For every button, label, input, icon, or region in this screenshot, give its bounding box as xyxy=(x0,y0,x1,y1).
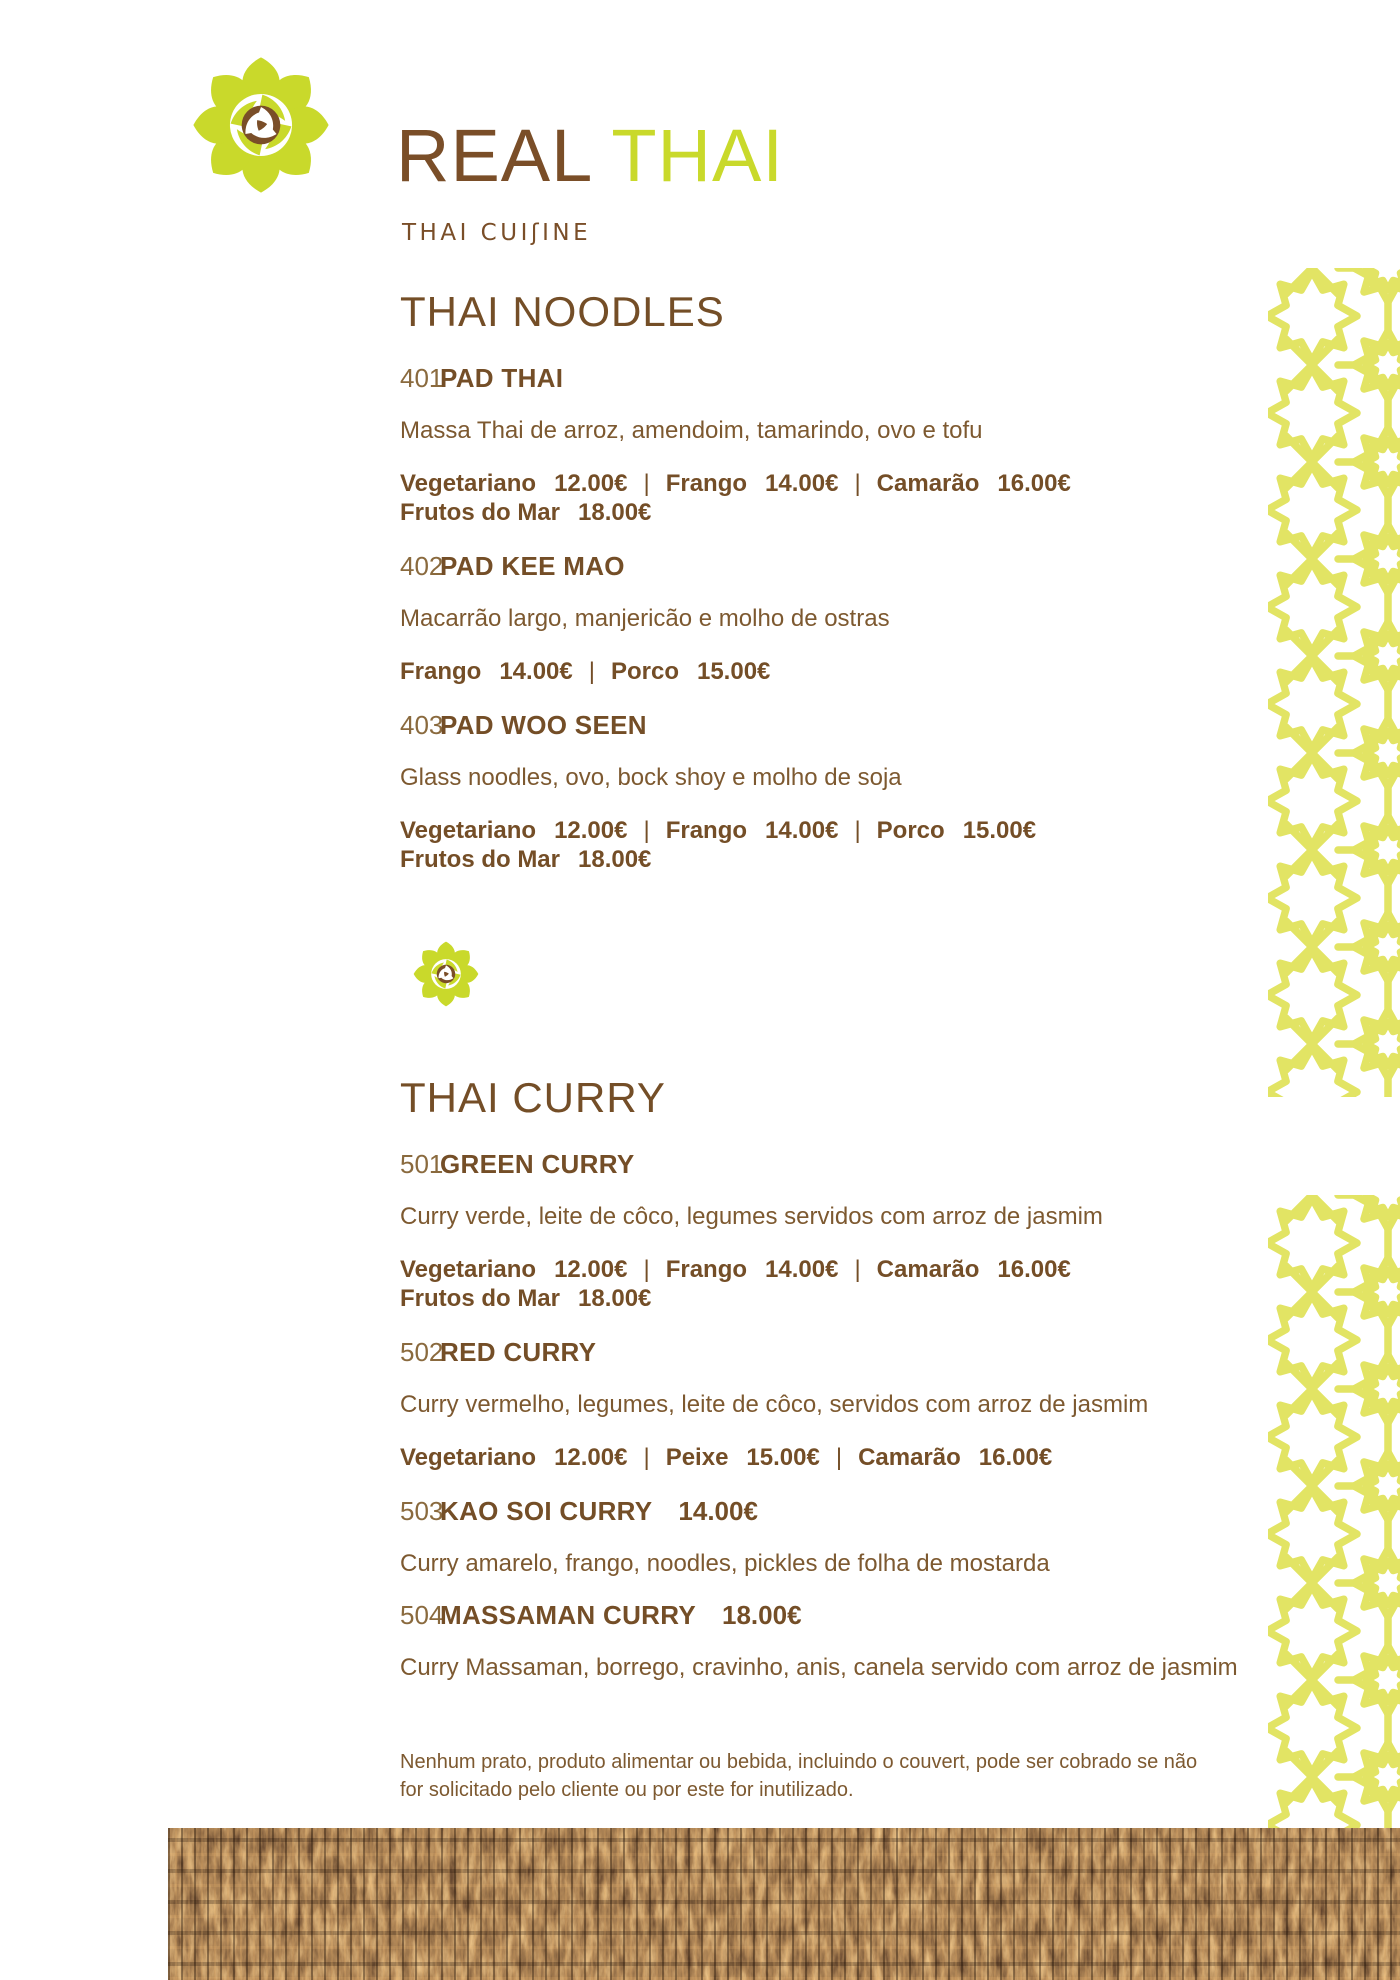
variant-label: Frango xyxy=(400,658,482,685)
variant-separator: | xyxy=(835,1444,843,1471)
item-name: RED CURRY xyxy=(440,1337,597,1367)
variant-label: Camarão xyxy=(858,1444,961,1471)
item-number: 402 xyxy=(400,551,444,581)
menu-item xyxy=(400,1339,1240,1472)
variant-price: 14.00€ xyxy=(765,1256,839,1283)
footer-disclaimer-line-2: for solicitado pelo cliente ou por este for inutilizado. xyxy=(400,1779,854,1801)
variant xyxy=(877,470,1071,497)
bamboo-texture xyxy=(168,1828,1400,1980)
brand-name-thai: THAI xyxy=(611,114,784,197)
variant xyxy=(666,470,839,497)
variant-label: Vegetariano xyxy=(400,470,537,497)
item-description: Curry vermelho, legumes, leite de côco, servidos com arroz de jasmim xyxy=(400,1391,1149,1418)
item-description: Massa Thai de arroz, amendoim, tamarindo, ovo e tofu xyxy=(400,417,983,444)
variant-label: Vegetariano xyxy=(400,1256,537,1283)
item-name: PAD THAI xyxy=(440,363,564,393)
variant xyxy=(400,846,651,873)
variant xyxy=(400,1285,651,1312)
variant-separator: | xyxy=(854,1256,861,1283)
variant-price: 14.00€ xyxy=(765,470,839,497)
menu-item xyxy=(400,1498,1240,1577)
item-variants xyxy=(400,1443,1240,1472)
variant-label: Frutos do Mar xyxy=(400,846,560,873)
variant-price: 12.00€ xyxy=(554,1256,628,1283)
section-title: THAI CURRY xyxy=(400,1074,666,1121)
variant-price: 15.00€ xyxy=(746,1444,820,1471)
variant-price: 16.00€ xyxy=(997,470,1071,497)
section-items xyxy=(400,365,1240,874)
variant xyxy=(400,499,651,526)
item-description: Curry Massaman, borrego, cravinho, anis, canela servido com arroz de jasmim xyxy=(400,1654,1238,1681)
variant-separator: | xyxy=(643,817,650,844)
variant-label: Vegetariano xyxy=(400,1444,537,1471)
item-variants xyxy=(400,657,1240,686)
variant-price: 12.00€ xyxy=(554,817,628,844)
variant-price-line xyxy=(400,845,1240,874)
item-number: 503 xyxy=(400,1496,444,1526)
menu-item xyxy=(400,553,1240,686)
variant-price: 16.00€ xyxy=(997,1256,1071,1283)
variant xyxy=(877,817,1036,844)
variant-label: Frango xyxy=(665,1256,748,1283)
star-lattice-pattern-top xyxy=(1268,268,1400,1097)
item-name: KAO SOI CURRY xyxy=(440,1496,653,1526)
variant-price-line xyxy=(400,469,1240,498)
variant xyxy=(400,1444,627,1471)
variant xyxy=(666,817,839,844)
variant-price: 15.00€ xyxy=(962,817,1037,844)
variant-separator: | xyxy=(854,470,861,497)
item-header xyxy=(400,1339,1240,1366)
item-header xyxy=(400,553,1240,580)
item-name: PAD KEE MAO xyxy=(440,551,625,581)
star-lattice-pattern-bottom xyxy=(1268,1195,1400,1828)
variant-label: Frango xyxy=(665,470,748,497)
variant-price: 18.00€ xyxy=(578,499,652,526)
variant xyxy=(666,1256,839,1283)
lotus-flower-icon xyxy=(186,56,336,194)
variant xyxy=(400,817,627,844)
section-divider-flower-icon xyxy=(413,936,479,1012)
variant xyxy=(666,1444,820,1471)
variant-price-line xyxy=(400,1443,1240,1472)
item-variants xyxy=(400,1255,1240,1313)
item-description: Macarrão largo, manjericão e molho de ostras xyxy=(400,605,890,632)
bamboo-photo xyxy=(168,1828,1400,1980)
variant-price-line xyxy=(400,657,1240,686)
variant-separator: | xyxy=(854,817,861,844)
item-number: 502 xyxy=(400,1337,444,1367)
variant-label: Camarão xyxy=(876,1256,980,1283)
section-items xyxy=(400,1151,1240,1681)
variant-label: Porco xyxy=(610,658,679,685)
brand-name-real: REAL xyxy=(396,114,594,197)
item-header xyxy=(400,365,1240,392)
brand-logo xyxy=(186,56,336,199)
variant xyxy=(400,658,573,685)
variant-price-line xyxy=(400,498,1240,527)
variant-label: Peixe xyxy=(665,1444,729,1471)
variant-label: Frutos do Mar xyxy=(400,1285,560,1312)
variant-separator: | xyxy=(643,1444,650,1471)
item-description: Curry verde, leite de côco, legumes servidos com arroz de jasmim xyxy=(400,1203,1103,1230)
menu-content xyxy=(400,288,1240,1706)
variant-price: 18.00€ xyxy=(578,846,652,873)
menu-section xyxy=(400,288,1240,874)
item-price: 14.00€ xyxy=(678,1496,758,1526)
menu-item xyxy=(400,1151,1240,1313)
variant-label: Frango xyxy=(665,817,748,844)
item-header xyxy=(400,1151,1240,1178)
item-variants xyxy=(400,469,1240,527)
item-variants xyxy=(400,816,1240,874)
variant xyxy=(400,1256,627,1283)
menu-item xyxy=(400,712,1240,874)
variant-label: Vegetariano xyxy=(400,817,537,844)
item-name: GREEN CURRY xyxy=(440,1149,635,1179)
variant-label: Frutos do Mar xyxy=(400,499,560,526)
brand-tagline: THAI CUIʃINE xyxy=(402,220,592,246)
footer-disclaimer-line-1: Nenhum prato, produto alimentar ou bebida, incluindo o couvert, pode ser cobrado se não xyxy=(400,1751,1198,1773)
item-description: Curry amarelo, frango, noodles, pickles de folha de mostarda xyxy=(400,1550,1050,1577)
item-number: 501 xyxy=(400,1149,444,1179)
variant-price: 15.00€ xyxy=(696,658,771,685)
variant-price: 16.00€ xyxy=(978,1444,1053,1471)
item-header xyxy=(400,712,1240,739)
variant-price: 18.00€ xyxy=(578,1285,652,1312)
brand-wordmark xyxy=(396,116,784,196)
menu-item xyxy=(400,365,1240,527)
item-number: 504 xyxy=(400,1600,444,1630)
item-description: Glass noodles, ovo, bock shoy e molho de soja xyxy=(400,764,902,791)
variant xyxy=(858,1444,1052,1471)
menu-section xyxy=(400,1074,1240,1681)
item-price: 18.00€ xyxy=(722,1600,802,1630)
variant-price-line xyxy=(400,1255,1240,1284)
variant-price: 14.00€ xyxy=(765,817,839,844)
item-name: PAD WOO SEEN xyxy=(440,710,647,740)
variant-label: Porco xyxy=(876,817,945,844)
item-header xyxy=(400,1602,1240,1629)
variant-separator: | xyxy=(643,1256,650,1283)
variant-separator: | xyxy=(643,470,650,497)
item-name: MASSAMAN CURRY xyxy=(440,1600,697,1630)
variant-separator: | xyxy=(588,658,595,685)
section-title: THAI NOODLES xyxy=(400,288,725,335)
variant-label: Camarão xyxy=(876,470,980,497)
variant-price: 12.00€ xyxy=(554,470,628,497)
variant xyxy=(877,1256,1071,1283)
menu-item xyxy=(400,1602,1240,1681)
footer-disclaimer xyxy=(400,1748,1197,1804)
variant-price: 12.00€ xyxy=(554,1444,628,1471)
variant-price: 14.00€ xyxy=(499,658,573,685)
item-number: 403 xyxy=(400,710,444,740)
variant xyxy=(400,470,627,497)
item-number: 401 xyxy=(400,363,444,393)
variant-price-line xyxy=(400,816,1240,845)
variant-price-line xyxy=(400,1284,1240,1313)
item-header xyxy=(400,1498,1240,1525)
variant xyxy=(611,658,770,685)
